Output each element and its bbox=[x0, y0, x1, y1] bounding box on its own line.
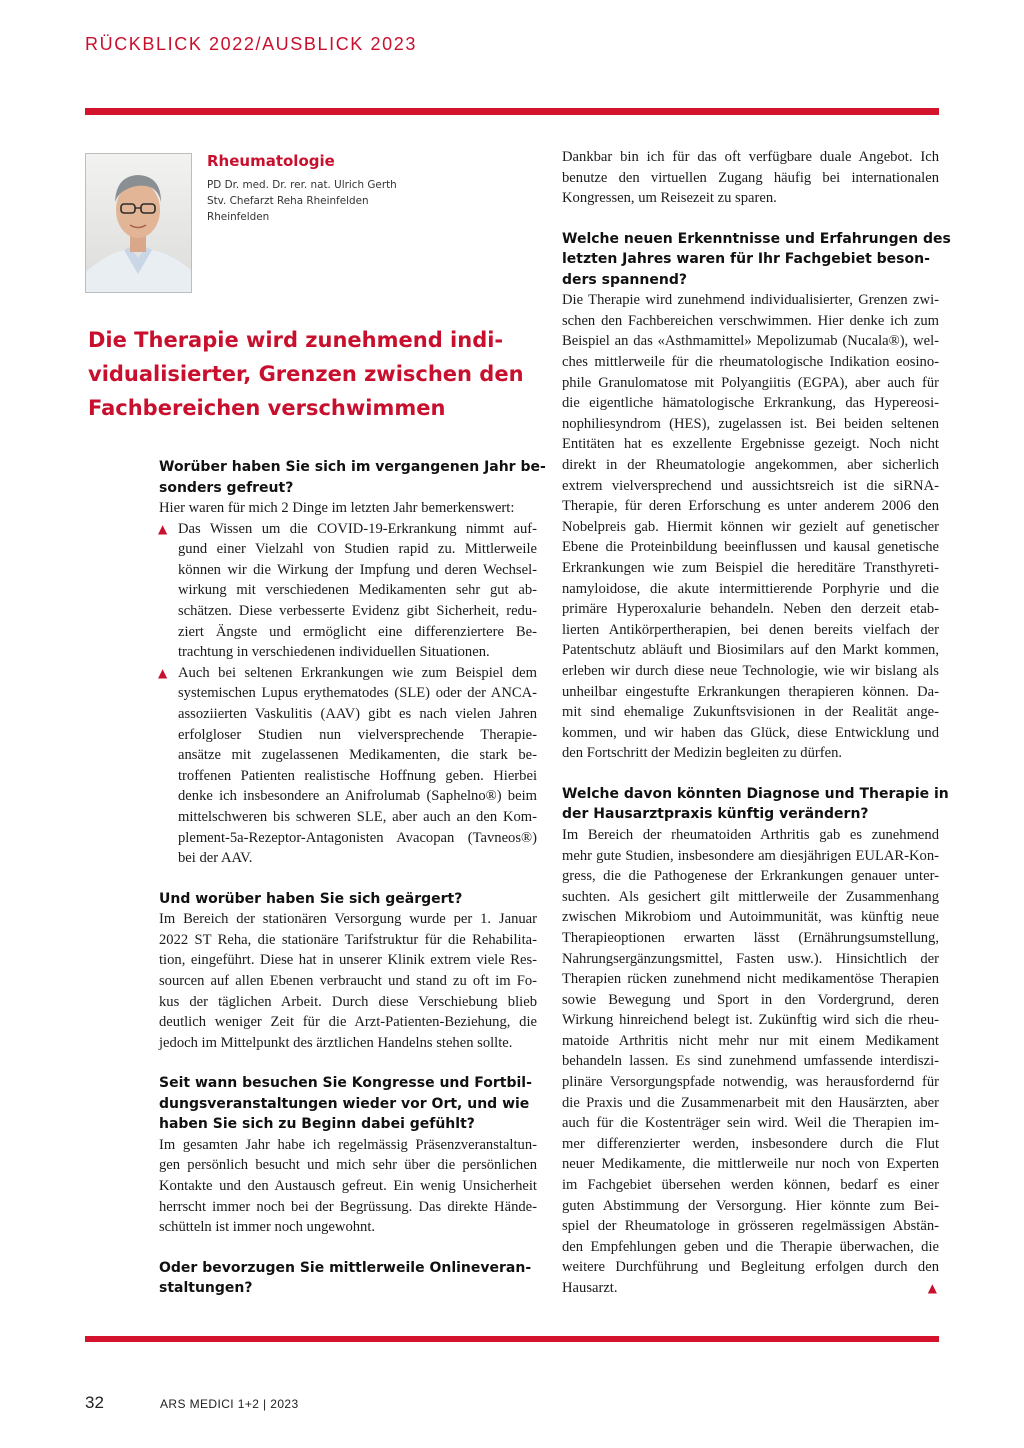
author-photo bbox=[85, 153, 192, 293]
body-line: Beispiel an das «Asthmamittel» Mepolizumab (Nucala®), wel- bbox=[562, 333, 939, 350]
body-line: gen persönlich besucht und mich sehr über die persönlichen bbox=[159, 1157, 537, 1174]
body-line: bei der AAV. bbox=[178, 850, 253, 867]
body-line: namyloidose, die akute intermittierende Porphyrie und die bbox=[562, 580, 939, 597]
body-line: schen den Fachbereichen verschwimmen. Hier denke ich zum bbox=[562, 312, 939, 329]
question-heading bbox=[159, 1258, 537, 1299]
body-line: erfolgloser Studien nun vielversprechende Therapie- bbox=[178, 726, 537, 743]
body-line: suchten. Als gesichert gilt mittlerweile der Zusammenhang bbox=[562, 888, 939, 905]
body-line: erleben wir durch diese neue Technologie, wie wir bislang als bbox=[562, 662, 939, 679]
body-line: Im gesamten Jahr habe ich regelmässig Präsenzveranstaltun- bbox=[159, 1136, 537, 1153]
body-line: unheilbar eingestufte Erkrankungen therapieren können. Da- bbox=[562, 683, 939, 700]
body-line: kus der täglichen Arbeit. Durch diese Verschiebung blieb bbox=[159, 993, 537, 1010]
author-line: PD Dr. med. Dr. rer. nat. Ulrich Gerth bbox=[207, 179, 397, 191]
question-heading bbox=[159, 457, 546, 498]
heading-line: Worüber haben Sie sich im vergangenen Jahr be- bbox=[159, 459, 546, 475]
body-line: ches mittlerweile für die rheumatologische Indikation eosino- bbox=[562, 354, 939, 371]
body-line: neuer Medikamente, die mittlerweile nur noch von Experten bbox=[562, 1156, 939, 1173]
body-line: mittelschweren bis schweren SLE, aber auch an den Kom- bbox=[178, 808, 537, 825]
body-line: Patentschutz abläuft und Biosimilars auf den Markt kommen, bbox=[562, 642, 939, 659]
article-headline bbox=[88, 323, 528, 425]
body-line: den Fortschritt der Medizin begleiten zu dürfen. bbox=[562, 745, 843, 762]
body-line: benutze den virtuellen Zugang häufig bei internationalen bbox=[562, 169, 939, 186]
body-line: lierten Antikörpertherapien, bei denen bereits vielfach der bbox=[562, 621, 939, 638]
body-line: tion, eingeführt. Diese hat in unserer Klinik extrem viele Res- bbox=[159, 952, 537, 969]
heading-line: Seit wann besuchen Sie Kongresse und Fortbil- bbox=[159, 1075, 532, 1092]
body-line: Im Bereich der stationären Versorgung wurde per 1. Januar bbox=[159, 911, 537, 928]
body-line: 2022 ST Reha, die stationäre Tarifstruktur für die Rehabilita- bbox=[159, 931, 537, 948]
heading-line: staltungen? bbox=[159, 1280, 253, 1297]
body-line: Die Therapie wird zunehmend individualisierter, Grenzen zwi- bbox=[562, 292, 939, 309]
heading-line: Welche davon könnten Diagnose und Therapie in bbox=[562, 785, 949, 802]
body-line: die eigentliche hämatologische Erkrankung, das Hypereosi- bbox=[562, 395, 939, 412]
body-line: sowie Bewegung und Sport in den Vordergrund, deren bbox=[562, 991, 939, 1008]
body-line: mehr gute Studien, insbesondere am diesjährigen EULAR-Kon- bbox=[562, 847, 939, 864]
headline-line: Die Therapie wird zunehmend indi- bbox=[88, 328, 504, 352]
headline-line: vidualisierter, Grenzen zwischen den bbox=[88, 362, 524, 386]
heading-line: ders spannend? bbox=[562, 271, 687, 288]
body-line: Dankbar bin ich für das oft verfügbare duale Angebot. Ich bbox=[562, 149, 939, 165]
answer-body bbox=[159, 498, 537, 869]
body-line: direkt in der Rheumatologie angekommen, aber sicherlich bbox=[562, 457, 939, 474]
question-heading bbox=[562, 784, 949, 825]
body-line: behandeln lassen. Es sind zunehmend umfassende interdiszi- bbox=[562, 1053, 939, 1070]
body-line: gund einer Vielzahl von Studien rapid zu. Mittlerweile bbox=[178, 541, 537, 558]
body-line: matoide Arthritis nicht mehr nur mit einem Medikament bbox=[562, 1032, 939, 1049]
body-line: können wir die Wirkung der Impfung und deren Wechsel- bbox=[178, 561, 537, 578]
answer-body bbox=[562, 147, 939, 209]
heading-line: sonders gefreut? bbox=[159, 479, 294, 496]
body-line: zwischen Mikrobiom und Autoimmunität, was künftig neue bbox=[562, 909, 939, 926]
body-line: Ebene die Proteinbildung beeinflussen und kausal genetische bbox=[562, 539, 939, 556]
body-line: Auch bei seltenen Erkrankungen wie zum Beispiel dem bbox=[178, 664, 537, 681]
question-heading bbox=[562, 229, 951, 291]
headline-line: Fachbereichen verschwimmen bbox=[88, 396, 446, 420]
heading-line: Welche neuen Erkenntnisse und Erfahrungen des bbox=[562, 230, 951, 247]
body-line: extrem vielversprechend und aussichtsreich ist die siRNA- bbox=[562, 477, 939, 494]
body-line: Nobelpreis gab. Hiermit können wir gezielt auf genetischer bbox=[562, 518, 939, 535]
body-line: Kongressen, um Reisezeit zu sparen. bbox=[562, 190, 777, 207]
body-line: schütteln ist immer noch ungewohnt. bbox=[159, 1219, 376, 1236]
bullet-item bbox=[159, 663, 537, 869]
answer-body bbox=[562, 825, 939, 1299]
body-line: mit sind ehemalige Zukunftsvisionen in der Realität ange- bbox=[562, 704, 939, 721]
body-line: Kontakte und den Austausch gefreut. Ein wenig Unsicherheit bbox=[159, 1178, 537, 1195]
body-line: weitere Durchführung und Begleitung erfolgen durch den bbox=[562, 1259, 939, 1276]
body-line: Im Bereich der rheumatoiden Arthritis gab es zunehmend bbox=[562, 826, 939, 843]
body-line: plinäre Versorgungspfade notwendig, was herausfordernd für bbox=[562, 1074, 939, 1091]
body-line: Das Wissen um die COVID-19-Erkrankung nimmt auf- bbox=[178, 520, 537, 537]
body-line: im Fachgebiet übersehen werden können, bedarf es einer bbox=[562, 1177, 939, 1194]
body-line: mer differenzierter werden, insbesondere durch die Flut bbox=[562, 1135, 939, 1152]
body-line: Hier waren für mich 2 Dinge im letzten Jahr bemerkenswert: bbox=[159, 500, 515, 516]
body-line: Wirkung hinreichend belegt ist. Zukünftig wird sich die rheu- bbox=[562, 1012, 939, 1029]
body-line: troffenen Patienten realistische Hoffnung geben. Hierbei bbox=[178, 767, 537, 784]
section-title: RÜCKBLICK 2022/AUSBLICK 2023 bbox=[85, 34, 417, 54]
body-line: phile Granulomatose mit Polyangiitis (EGPA), aber auch für bbox=[562, 374, 939, 391]
body-line: die Praxis und die Zusammenarbeit mit den Hausärzten, aber bbox=[562, 1094, 939, 1111]
heading-line: der Hausarztpraxis künftig verändern? bbox=[562, 806, 869, 823]
body-line: ansätze mit zugelassenen Medikamenten, die stark be- bbox=[178, 747, 537, 764]
body-line: schätzen. Diese verbesserte Evidenz gibt Sicherheit, redu- bbox=[178, 602, 537, 619]
right-column bbox=[562, 147, 951, 1299]
triangle-bullet-icon: ▲ bbox=[158, 521, 168, 536]
body-line: ziert Ängste und ermöglicht eine differenziertere Be- bbox=[178, 623, 537, 640]
answer-body bbox=[159, 1135, 537, 1238]
body-line: kommen, und wir haben das Glück, diese Entwicklung und bbox=[562, 724, 939, 741]
author-info bbox=[207, 177, 397, 225]
bullet-item bbox=[159, 519, 537, 663]
body-line: jedoch im Mittelpunkt des ärztlichen Handelns stehen sollte. bbox=[159, 1034, 513, 1051]
department-label: Rheumatologie bbox=[207, 152, 335, 170]
body-line: Erkrankungen wie zum Beispiel die hereditäre Transthyreti- bbox=[562, 560, 939, 576]
heading-line: Oder bevorzugen Sie mittlerweile Onlineveran- bbox=[159, 1259, 532, 1276]
body-line: Hausarzt. bbox=[562, 1280, 618, 1296]
heading-line: dungsveranstaltungen wieder vor Ort, und wie bbox=[159, 1095, 530, 1112]
body-line: den Empfehlungen geben und die Therapie überwachen, die bbox=[562, 1238, 939, 1255]
body-line: denke ich insbesondere an Anifrolumab (Saphelno®) beim bbox=[178, 788, 537, 805]
body-line: gress, die die Pathogenese der Erkrankungen genauer unter- bbox=[562, 868, 939, 885]
author-line: Stv. Chefarzt Reha Rheinfelden bbox=[207, 195, 369, 207]
body-line: wirkung mit verschiedenen Medikamenten sehr gut ab- bbox=[178, 582, 537, 599]
body-line: assoziierten Vaskulitis (AAV) gibt es nach vielen Jahren bbox=[178, 705, 537, 722]
end-triangle-icon: ▲ bbox=[927, 1281, 937, 1295]
body-line: auch für die Kostenträger sein wird. Weil die Therapien im- bbox=[562, 1115, 939, 1132]
body-line: plement-5a-Rezeptor-Antagonisten Avacopan (Tavneos®) bbox=[178, 829, 537, 846]
heading-line: Und worüber haben Sie sich geärgert? bbox=[159, 890, 463, 907]
body-line: Nahrungsergänzungsmittel, Fasten usw.). Hinsichtlich der bbox=[562, 950, 939, 967]
heading-line: letzten Jahres waren für Ihr Fachgebiet beson- bbox=[562, 251, 930, 268]
question-heading bbox=[159, 1073, 537, 1135]
journal-reference: ARS MEDICI 1+2 | 2023 bbox=[160, 1397, 299, 1411]
bottom-rule bbox=[85, 1336, 939, 1342]
question-heading bbox=[159, 889, 537, 910]
triangle-bullet-icon: ▲ bbox=[158, 665, 168, 680]
body-line: primäre Hyperoxalurie behandeln. Neben den derzeit etab- bbox=[562, 601, 939, 618]
body-line: spiel der Rheumatologe in grösseren regelmässigen Abstän- bbox=[562, 1218, 939, 1235]
body-line: Therapien rücken zunehmend nicht medikamentöse Therapien bbox=[562, 971, 939, 988]
body-line: guten Abstimmung der Versorgung. Hier könnte zum Bei- bbox=[562, 1197, 939, 1214]
left-column bbox=[158, 457, 546, 1299]
body-line: deutlich weniger Zeit für die Arzt-Patienten-Beziehung, die bbox=[159, 1014, 537, 1031]
body-line: Therapieoptionen erwarten lässt (Ernährungsumstellung, bbox=[562, 929, 939, 946]
author-line: Rheinfelden bbox=[207, 211, 270, 223]
answer-body bbox=[562, 290, 939, 764]
page-number: 32 bbox=[85, 1393, 104, 1412]
top-rule bbox=[85, 108, 939, 115]
body-line: sourcen auf allen Ebenen verbraucht und stand zu oft im Fo- bbox=[159, 972, 537, 989]
body-line: herrscht immer noch bei der Begrüssung. Das direkte Hände- bbox=[159, 1198, 537, 1215]
body-line: Therapie, für deren Erforschung es unter anderem 2006 den bbox=[562, 498, 939, 515]
body-line: systemischen Lupus erythematodes (SLE) oder der ANCA- bbox=[178, 685, 537, 702]
heading-line: haben Sie sich zu Beginn dabei gefühlt? bbox=[159, 1116, 475, 1133]
body-line: Entitäten hat es exzellente Ergebnisse gezeigt. Noch nicht bbox=[562, 436, 939, 453]
answer-body bbox=[159, 909, 537, 1053]
body-line: trachtung in verschiedenen individuellen Situationen. bbox=[178, 644, 490, 661]
body-line: nophiliesyndrom (HES), zugelassen ist. Bei beiden seltenen bbox=[562, 415, 939, 432]
